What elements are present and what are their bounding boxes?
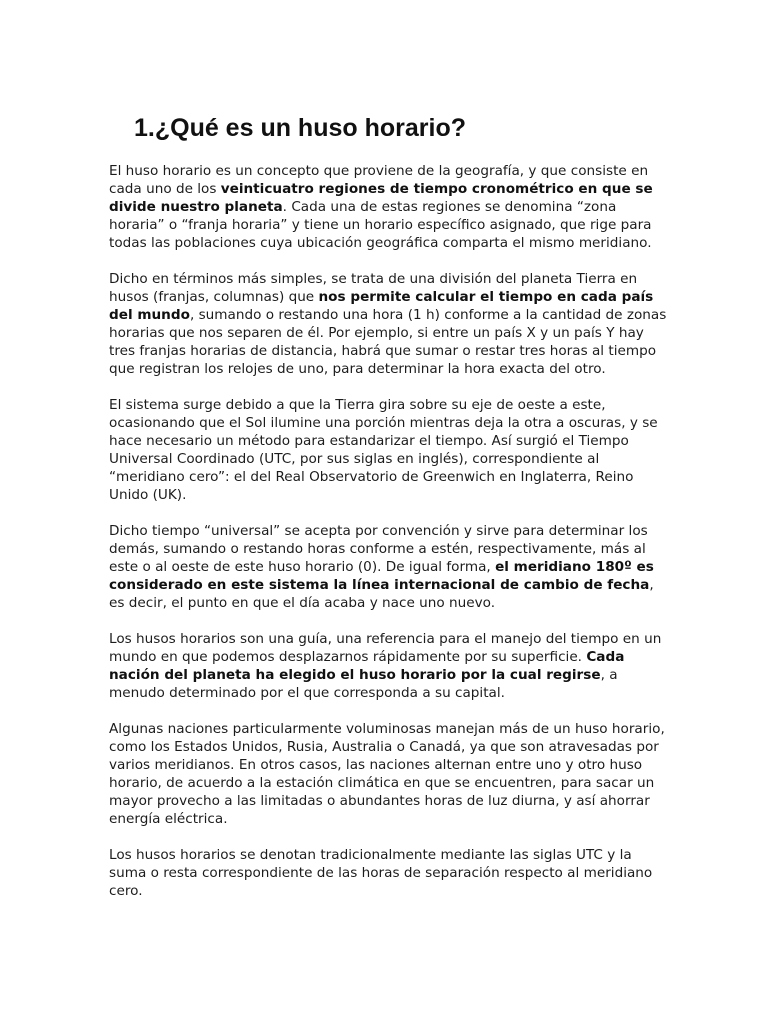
text-segment: El huso horario es un concepto que proviene de la geografía, y que consiste en cada uno de los xyxy=(109,163,649,197)
paragraph xyxy=(109,720,669,828)
text-segment: , sumando o restando una hora (1 h) conforme a la cantidad de zonas horarias que nos separen de él. Por ejemplo, si entre un país X y un país Y hay tres franjas horarias de distancia, habrá que sumar o restar tres horas al tiempo que registran los relojes de uno, para determinar la hora exacta del otro. xyxy=(109,307,667,377)
paragraph xyxy=(109,846,669,900)
bold-text: veinticuatro regiones de tiempo cronométrico en que se divide nuestro planeta xyxy=(109,181,653,215)
text-segment: Los husos horarios son una guía, una referencia para el manejo del tiempo en un mundo en que podemos desplazarnos rápidamente por su superficie. xyxy=(109,631,662,665)
text-segment: El sistema surge debido a que la Tierra gira sobre su eje de oeste a este, ocasionando que el Sol ilumine una porción mientras deja la otra a oscuras, y se hace necesario un método para estandarizar el tiempo. Así surgió el Tiempo Universal Coordinado (UTC, por sus siglas en inglés), correspondiente al “meridiano cero”: el del Real Observatorio de Greenwich en Inglaterra, Reino Unido (UK). xyxy=(109,397,658,503)
bold-text: Cada nación del planeta ha elegido el huso horario por la cual regirse xyxy=(109,649,625,683)
paragraph xyxy=(109,396,669,504)
text-segment: . Cada una de estas regiones se denomina “zona horaria” o “franja horaria” y tiene un horario específico asignado, que rige para todas las poblaciones cuya ubicación geográfica comparta el mismo meridiano. xyxy=(109,199,652,251)
bold-text: nos permite calcular el tiempo en cada país del mundo xyxy=(109,289,654,323)
text-segment: Dicho en términos más simples, se trata de una división del planeta Tierra en husos (franjas, columnas) que xyxy=(109,271,638,305)
text-segment: Los husos horarios se denotan tradicionalmente mediante las siglas UTC y la suma o resta correspondiente de las horas de separación respecto al meridiano cero. xyxy=(109,847,653,899)
section-heading: 1.¿Qué es un huso horario? xyxy=(134,114,466,142)
text-segment: Dicho tiempo “universal” se acepta por convención y sirve para determinar los demás, sumando o restando horas conforme a estén, respectivamente, más al este o al oeste de este huso horario (0). De igual forma, xyxy=(109,523,648,575)
text-segment: , a menudo determinado por el que corresponda a su capital. xyxy=(109,667,618,701)
text-segment: , es decir, el punto en que el día acaba y nace uno nuevo. xyxy=(109,577,654,611)
paragraph xyxy=(109,162,669,252)
paragraph xyxy=(109,522,669,612)
paragraph xyxy=(109,270,669,378)
document-body xyxy=(109,162,669,918)
bold-text: el meridiano 180º es considerado en este sistema la línea internacional de cambio de fecha xyxy=(109,559,654,593)
paragraph xyxy=(109,630,669,702)
text-segment: Algunas naciones particularmente voluminosas manejan más de un huso horario, como los Estados Unidos, Rusia, Australia o Canadá, ya que son atravesadas por varios meridianos. En otros casos, las naciones alternan entre uno y otro huso horario, de acuerdo a la estación climática en que se encuentren, para sacar un mayor provecho a las limitadas o abundantes horas de luz diurna, y así ahorrar energía eléctrica. xyxy=(109,721,665,827)
